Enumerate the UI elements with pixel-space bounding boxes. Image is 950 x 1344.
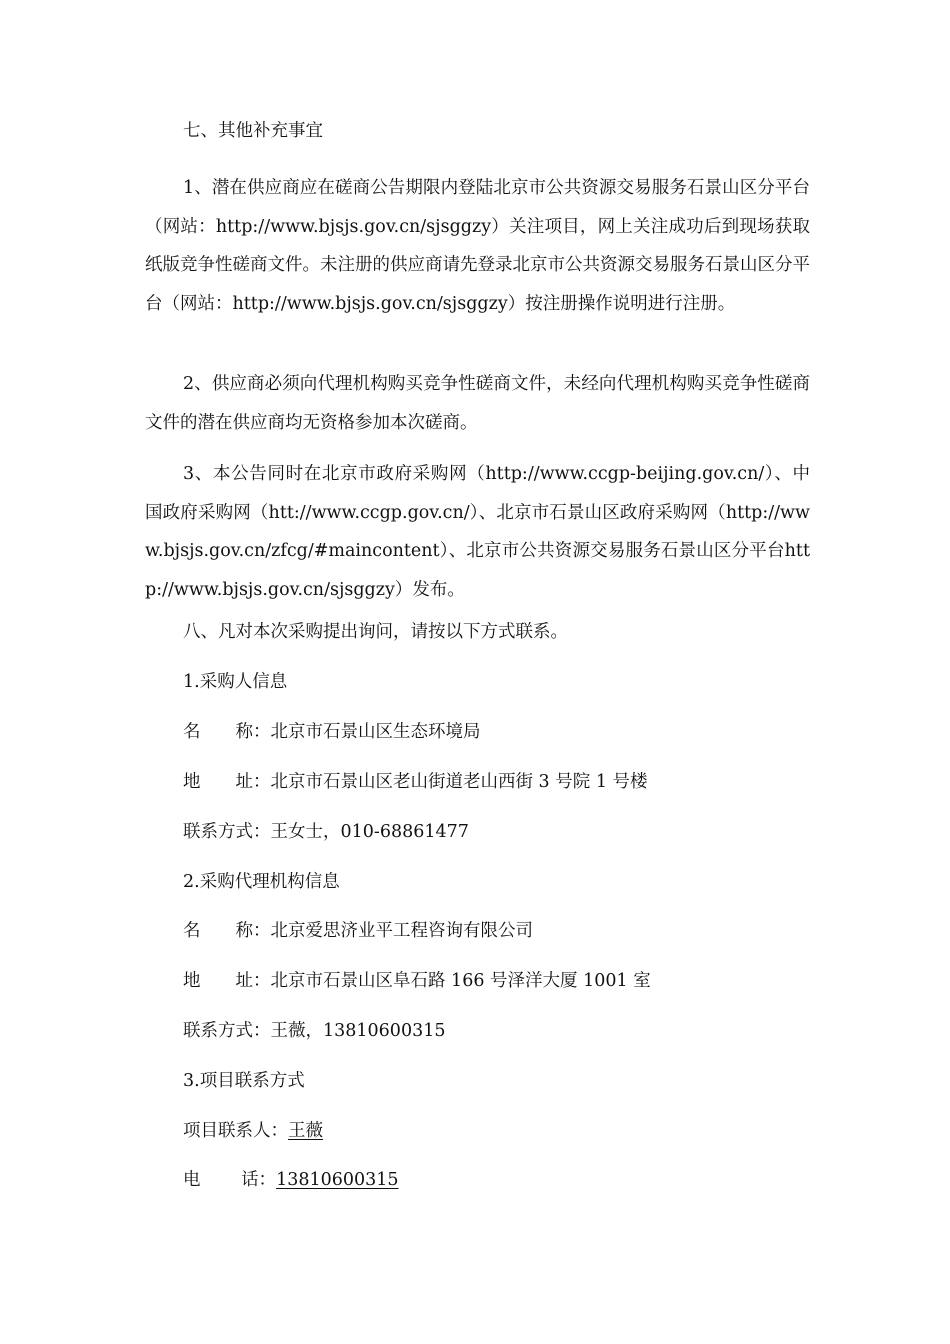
agency-name-value: 北京爱思济业平工程咨询有限公司 <box>270 921 533 941</box>
section7-item1: 1、潜在供应商应在磋商公告期限内登陆北京市公共资源交易服务石景山区分平台（网站：http://www.bjsjs.gov.cn/sjsggzy）关注项目，网上关注成功后到现场获取纸版竞争性磋商文件。未注册的供应商请先登录北京市公共资源交易服务石景山区分平台（网站：http://www.bjsjs.gov.cn/sjsggzy）按注册操作说明进行注册。 <box>145 178 810 314</box>
project-phone-row <box>145 1168 848 1192</box>
purchaser-address-row <box>145 770 848 794</box>
agency-address-label: 地 址： <box>183 971 271 991</box>
agency-contact-label: 联系方式： <box>183 1021 271 1041</box>
project-phone-value: 13810600315 <box>276 1170 399 1190</box>
purchaser-name-row <box>145 720 848 744</box>
purchaser-name-label: 名 称： <box>183 722 271 742</box>
section7-item2: 2、供应商必须向代理机构购买竞争性磋商文件，未经向代理机构购买竞争性磋商文件的潜在供应商均无资格参加本次磋商。 <box>145 374 810 433</box>
purchaser-title: 1.采购人信息 <box>183 672 288 692</box>
agency-name-row <box>145 919 848 943</box>
purchaser-contact-label: 联系方式： <box>183 822 271 842</box>
agency-address-row <box>145 969 848 993</box>
project-person-row <box>145 1119 848 1143</box>
agency-contact-value: 王薇，13810600315 <box>270 1021 446 1041</box>
agency-address-value: 北京市石景山区阜石路 166 号泽洋大厦 1001 室 <box>270 971 651 991</box>
purchaser-address-value: 北京市石景山区老山街道老山西街 3 号院 1 号楼 <box>270 772 648 792</box>
agency-title: 2.采购代理机构信息 <box>183 872 340 892</box>
purchaser-contact-row <box>145 820 848 844</box>
purchaser-address-label: 地 址： <box>183 772 271 792</box>
section7-item3: 3、本公告同时在北京市政府采购网（http://www.ccgp-beijing.gov.cn/）、中国政府采购网（htt://www.ccgp.gov.cn/）、北京市石景山区政府采购网（http://www.bjsjs.gov.cn/zfcg/#maincontent）、北京市公共资源交易服务石景山区分平台http://www.bjsjs.gov.cn/sjsggzy）发布。 <box>145 464 810 600</box>
section8-heading: 八、凡对本次采购提出询问，请按以下方式联系。 <box>183 622 568 642</box>
section7-heading: 七、其他补充事宜 <box>183 121 323 141</box>
project-phone-label: 电 话： <box>183 1170 277 1190</box>
purchaser-contact-value: 王女士，010-68861477 <box>270 822 469 842</box>
agency-name-label: 名 称： <box>183 921 271 941</box>
purchaser-name-value: 北京市石景山区生态环境局 <box>270 722 481 742</box>
project-person-label: 项目联系人： <box>183 1121 288 1141</box>
agency-contact-row <box>145 1019 848 1043</box>
project-person-value: 王薇 <box>288 1121 323 1141</box>
project-title: 3.项目联系方式 <box>183 1071 305 1091</box>
